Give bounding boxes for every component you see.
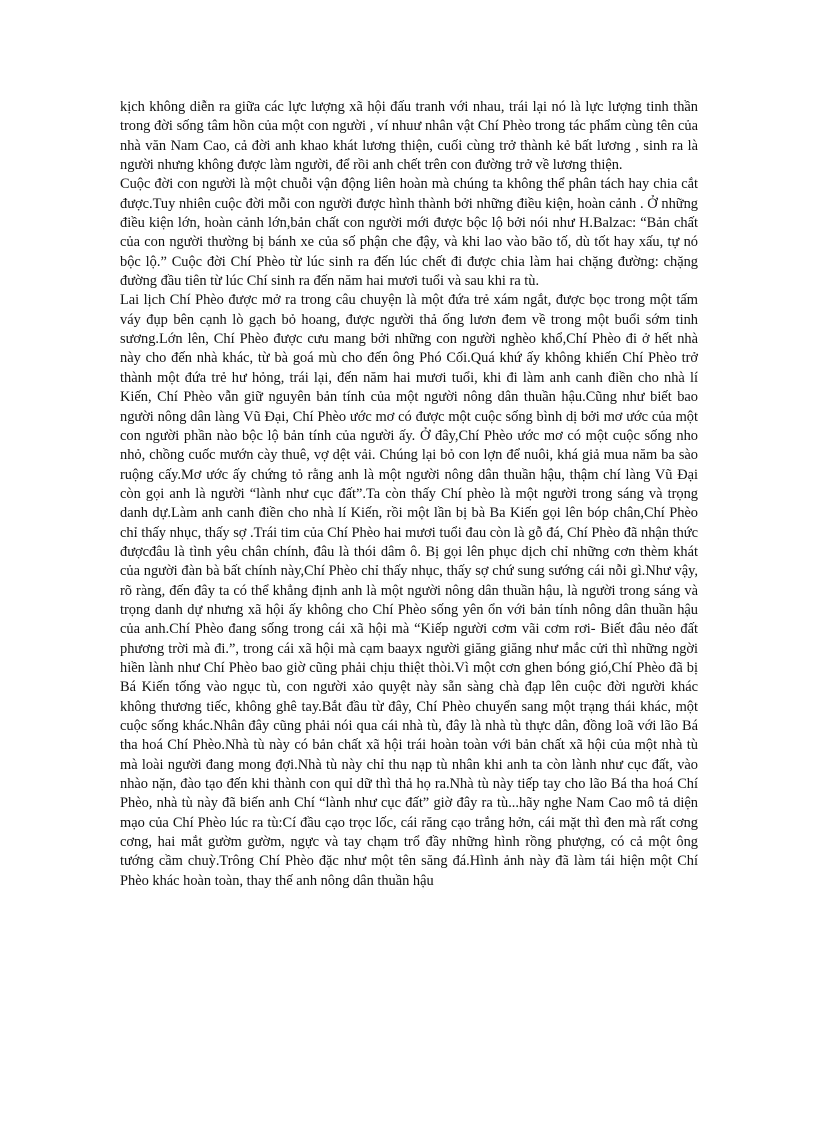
- paragraph-origin: Lai lịch Chí Phèo được mở ra trong câu chuyện là một đứa trẻ xám ngắt, được bọc trong một tấm váy đụp bên cạnh lò gạch bỏ hoang, được người thả ống lươn đem về trong một buổi sớm tinh sương.Lớn lên, Chí Phèo được cưu mang bởi những con người nghèo khổ,Chí Phèo đi ở hết nhà này cho đến nhà khác, từ bà goá mù cho đến ông Phó Cối.Quá khứ ấy không khiến Chí Phèo trở thành một đứa trẻ hư hỏng, trái lại, đến năm hai mươi tuổi, khi đi làm anh canh điền cho nhà lí Kiến, Chí Phèo vẫn giữ nguyên bản tính của một người nông dân thuần hậu.Cũng như biết bao người nông dân làng Vũ Đại, Chí Phèo ước mơ có được một cuộc sống bình dị bởi mơ ước của một con người phần nào bộc lộ bản tính của người ấy. Ở đây,Chí Phèo ước mơ có một cuộc sống nho nhỏ, chồng cuốc mướn cày thuê, vợ dệt vải. Chúng lại bỏ con lợn để nuôi, khá giả mua năm ba sào ruộng cấy.Mơ ước ấy chứng tỏ rằng anh là một người nông dân thuần hậu, thậm chí làng Vũ Đại còn gọi anh là người “lành như cục đất”.Ta còn thấy Chí phèo là một người trong sáng và trọng danh dự.Làm anh canh điền cho nhà lí Kiến, rồi một lần bị bà Ba Kiến gọi lên bóp chân,Chí Phèo chỉ thấy nhục, thấy sợ .Trái tim của Chí Phèo hai mươi tuổi đau còn là gỗ đá, Chí Phèo đã nhận thức đượcđâu là tình yêu chân chính, đâu là thói dâm ô. Bị gọi lên phục dịch chỉ những cơn thèm khát của người đàn bà bất chính này,Chí Phèo chỉ thấy nhục, thấy sợ chứ sung sướng cái nỗi gì.Như vậy, rõ ràng, đến đây ta có thể khẳng định anh là một người nông dân thuần hậu, là người trong sáng và trọng danh dự nhưng xã hội ấy không cho Chí Phèo sống yên ổn với bản tính nông dân thuần hậu của anh.Chí Phèo đang sống trong cái xã hội mà “Kiếp người cơm vãi cơm rơi- Biết đâu nẻo đất phương trời mà đi.”, trong cái xã hội mà cạm baayx người giăng giăng như mắc cửi thì những ngời hiền lành như Chí Phèo bao giờ cũng phải chịu thiệt thòi.Vì một cơn ghen bóng gió,Chí Phèo đã bị Bá Kiến tống vào ngục tù, con người xảo quyệt này sẵn sàng chà đạp lên cuộc đời người khác không thương tiếc, không ghê tay.Bắt đầu từ đây, Chí Phèo chuyển sang một trạng thái khác, một cuộc sống khác.Nhân đây cũng phải nói qua cái nhà tù, đây là nhà tù thực dân, đồng loã với lão Bá tha hoá Chí Phèo.Nhà tù này có bản chất xã hội trái hoàn toàn với bản chất xã hội của một nhà tù mà loài người đang mong đợi.Nhà tù này chỉ thu nạp tù nhân khi anh ta còn lành như cục đất, vào nhào nặn, đào tạo đến khi thành con quỉ dữ thì thả họ ra.Nhà tù này tiếp tay cho lão Bá tha hoá Chí Phèo, nhà tù này đã biến anh Chí “lành như cục đất” giờ đây ra tù...hãy nghe Nam Cao mô tả diện mạo của Chí Phèo lúc ra tù:Cí đầu cạo trọc lốc, cái răng cạo trắng hởn, cái mặt thì đen mà rất cơng cơng, hai mắt gườm gườm, ngực và tay chạm trổ đầy những hình rồng phượng, có cả một ông tướng cầm chuỳ.Trông Chí Phèo đặc như một tên săng đá.Hình ảnh này đã làm tái hiện một Chí Phèo khác hoàn toàn, thay thế anh nông dân thuần hậu: [120, 292, 698, 889]
- document-page: [120, 98, 698, 891]
- paragraph-life-stages: Cuộc đời con người là một chuỗi vận động liên hoàn mà chúng ta không thể phân tách hay chia cắt được.Tuy nhiên cuộc đời mỗi con người được hình thành bởi những điều kiện, hoàn cảnh . Ở những điều kiện lớn, hoàn cảnh lớn,bản chất con người mới được bộc lộ bởi nói như H.Balzac: “Bản chất của con người thường bị bánh xe của số phận che đậy, và khi lao vào bão tố, dù tốt hay xấu, tự nó bộc lộ.” Cuộc đời Chí Phèo từ lúc sinh ra đến lúc chết đi được chia làm hai chặng đường: chặng đường đầu tiên từ lúc Chí sinh ra đến năm hai mươi tuổi và sau khi ra tù.: [120, 176, 698, 290]
- paragraph-intro: kịch không diễn ra giữa các lực lượng xã hội đấu tranh với nhau, trái lại nó là lực lượng tinh thần trong đời sống tâm hồn của một con người , ví nhuư nhân vật Chí Phèo trong tác phẩm cùng tên của nhà văn Nam Cao, cả đời anh khao khát lương thiện, cuối cùng trở thành kẻ bất lương , sinh ra là người nhưng không được làm người, để rồi anh chết trên con đường trở về lương thiện.: [120, 99, 698, 174]
